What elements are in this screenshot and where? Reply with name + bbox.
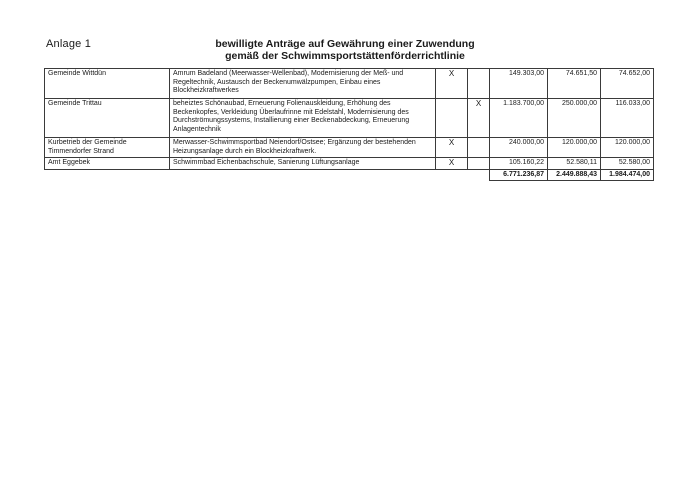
totals-row	[45, 169, 654, 181]
measure-cell: Schwimmbad Eichenbachschule, Sanierung Lüftungsanlage	[170, 158, 436, 170]
total-cost-cell: 149.303,00	[490, 69, 548, 99]
mark-cell-2	[468, 138, 490, 158]
title-line-2: gemäß der Schwimmsportstättenförderrichtlinie	[225, 50, 465, 62]
attachment-label: Anlage 1	[46, 38, 92, 50]
amount-cell: 74.652,00	[601, 69, 654, 99]
total-cost-sum: 6.771.236,87	[490, 169, 548, 181]
mark-cell-1: X	[436, 138, 468, 158]
total-cost-cell: 240.000,00	[490, 138, 548, 158]
empty-cell	[170, 169, 436, 181]
amount-cell: 116.033,00	[601, 99, 654, 138]
grant-cell: 52.580,11	[548, 158, 601, 170]
mark-cell-2	[468, 69, 490, 99]
measure-cell: Amrum Badeland (Meerwasser-Wellenbad), Modernisierung der Meß- und Regeltechnik, Austausch der Beckenumwälzpumpen, Einbau eines Blockheizkraftwerkes	[170, 69, 436, 99]
table-row	[45, 99, 654, 138]
grant-cell: 74.651,50	[548, 69, 601, 99]
amount-cell: 120.000,00	[601, 138, 654, 158]
table-row	[45, 138, 654, 158]
mark-cell-1: X	[436, 69, 468, 99]
empty-cell	[436, 169, 468, 181]
applicant-cell: Kurbetrieb der Gemeinde Timmendorfer Strand	[45, 138, 170, 158]
amount-sum: 1.984.474,00	[601, 169, 654, 181]
mark-cell-1: X	[436, 158, 468, 170]
empty-cell	[45, 169, 170, 181]
empty-cell	[468, 169, 490, 181]
amount-cell: 52.580,00	[601, 158, 654, 170]
table-row	[45, 158, 654, 170]
measure-cell: beheiztes Schönaubad, Erneuerung Folienauskleidung, Erhöhung des Beckenkopfes, Verkleidung Überlaufrinne mit Edelstahl, Modernisierung des Durchströmungssystems, Installierung einer Beckenabdeckung, Erneuerung Anlagentechnik	[170, 99, 436, 138]
grants-table	[44, 68, 654, 181]
grant-cell: 250.000,00	[548, 99, 601, 138]
grant-sum: 2.449.888,43	[548, 169, 601, 181]
title-line-1: bewilligte Anträge auf Gewährung einer Zuwendung	[215, 38, 475, 50]
mark-cell-1	[436, 99, 468, 138]
document-title	[200, 38, 490, 62]
applicant-cell: Amt Eggebek	[45, 158, 170, 170]
grant-cell: 120.000,00	[548, 138, 601, 158]
table-row	[45, 69, 654, 99]
mark-cell-2	[468, 158, 490, 170]
measure-cell: Merwasser-Schwimmsportbad Neiendorf/Ostsee; Ergänzung der bestehenden Heizungsanlage durch ein Blockheizkraftwerk.	[170, 138, 436, 158]
applicant-cell: Gemeinde Wittdün	[45, 69, 170, 99]
applicant-cell: Gemeinde Trittau	[45, 99, 170, 138]
mark-cell-2: X	[468, 99, 490, 138]
total-cost-cell: 105.160,22	[490, 158, 548, 170]
total-cost-cell: 1.183.700,00	[490, 99, 548, 138]
